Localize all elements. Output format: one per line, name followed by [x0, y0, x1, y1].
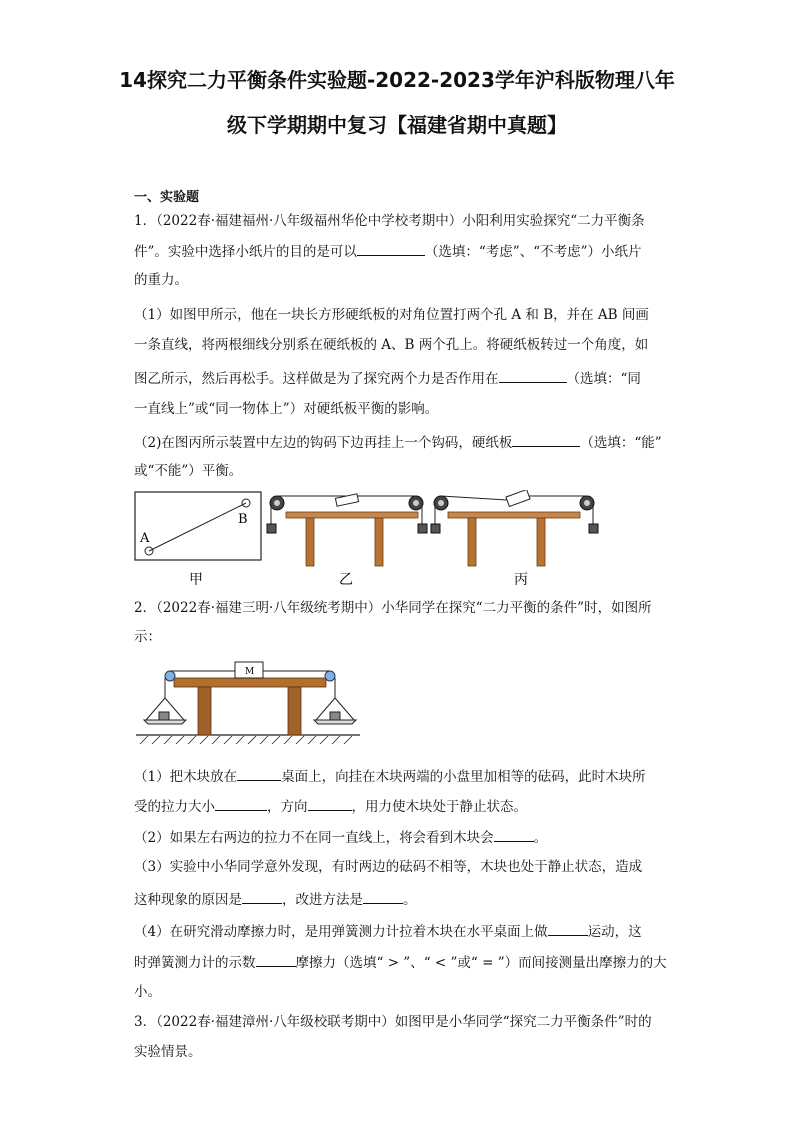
q2-text: 运动，这 — [587, 924, 642, 940]
caption-bing: 丙 — [514, 572, 528, 588]
q2-part2-line — [134, 827, 547, 847]
label-b: B — [238, 512, 248, 527]
q2-text: （2）如果左右两边的拉力不在同一直线上，将会看到木块会 — [134, 830, 494, 846]
q2-text: 受的拉力大小 — [134, 799, 215, 815]
q1-text: （2)在图丙所示装置中左边的钩码下边再挂上一个钩码，硬纸板 — [134, 435, 513, 451]
q2-part3-line-2 — [134, 889, 417, 909]
answer-blank[interactable] — [242, 889, 282, 904]
q1-part1-line-3 — [134, 368, 641, 388]
label-a: A — [140, 531, 150, 546]
q2-figure — [134, 658, 364, 748]
q2-text: （4）在研究滑动摩擦力时，是用弹簧测力计拉着木块在水平桌面上做 — [134, 924, 548, 940]
answer-blank[interactable] — [215, 796, 267, 811]
q3-line-2: 实验情景。 — [134, 1044, 202, 1060]
q2-part1-line-2 — [134, 796, 527, 816]
caption-yi: 乙 — [339, 572, 353, 588]
doc-title-line-2: 级下学期期中复习【福建省期中真题】 — [227, 113, 567, 137]
q1-line-3: 的重力。 — [134, 272, 188, 288]
q2-part4-line-1 — [134, 921, 642, 941]
q2-text: 桌面上，向挂在木块两端的小盘里加相等的砝码，此时木块所 — [281, 769, 646, 785]
q1-part2-line-1 — [134, 432, 662, 452]
q2-part4-line-3: 小。 — [134, 984, 161, 1000]
q2-line-1: 2．（2022春·福建三明·八年级统考期中）小华同学在探究“二力平衡的条件”时，如图所 — [134, 600, 652, 616]
answer-blank[interactable] — [494, 827, 534, 842]
answer-blank[interactable] — [357, 241, 425, 256]
answer-blank[interactable] — [237, 766, 281, 781]
q1-text: 件”。实验中选择小纸片的目的是可以 — [134, 244, 357, 260]
q2-text: ，方向 — [267, 799, 308, 815]
q2-part3-line-1: （3）实验中小华同学意外发现，有时两边的砝码不相等，木块也处于静止状态，造成 — [134, 859, 643, 875]
caption-jia: 甲 — [189, 572, 203, 588]
answer-blank[interactable] — [548, 921, 588, 936]
answer-blank[interactable] — [512, 432, 580, 447]
q1-text: （选填：“能” — [580, 435, 662, 451]
q3-line-1: 3．（2022春·福建漳州·八年级校联考期中）如图甲是小华同学“探究二力平衡条件”时的 — [134, 1014, 652, 1030]
q1-figure — [134, 490, 634, 590]
doc-title-line-1: 14探究二力平衡条件实验题-2022-2023学年沪科版物理八年 — [119, 68, 675, 92]
q2-text: （1）把木块放在 — [134, 769, 238, 785]
section-heading: 一、实验题 — [134, 190, 200, 205]
q1-text: 图乙所示，然后再松手。这样做是为了探究两个力是否作用在 — [134, 371, 499, 387]
q2-text: 时弹簧测力计的示数 — [134, 955, 256, 971]
q2-part4-line-2 — [134, 952, 667, 972]
q2-text: 。 — [533, 830, 548, 846]
q2-line-2: 示： — [134, 629, 161, 645]
q2-text: ，改进方法是 — [282, 892, 363, 908]
answer-blank[interactable] — [499, 368, 567, 383]
q2-text: ，用力使木块处于静止状态。 — [351, 799, 527, 815]
q1-part1-line-1: （1）如图甲所示，他在一块长方形硬纸板的对角位置打两个孔 A 和 B，并在 AB 间画 — [134, 307, 649, 323]
answer-blank[interactable] — [363, 889, 403, 904]
answer-blank[interactable] — [256, 952, 296, 967]
figure-bing-table — [431, 490, 598, 566]
q1-part1-line-4: 一直线上”或“同一物体上”）对硬纸板平衡的影响。 — [134, 401, 439, 417]
figure-yi-table — [267, 494, 427, 566]
q1-line-1: 1．（2022春·福建福州·八年级福州华伦中学校考期中）小阳利用实验探究“二力平衡条 — [134, 213, 645, 229]
q1-part1-line-2: 一条直线，将两根细线分别系在硬纸板的 A、B 两个孔上。将硬纸板转过一个角度，如 — [134, 337, 649, 353]
q2-text: 。 — [403, 892, 417, 908]
q2-text: 这种现象的原因是 — [134, 892, 242, 908]
q2-text: 摩擦力（选填“ > ”、“ < ”或“ = ”）而间接测量出摩擦力的大 — [295, 955, 667, 971]
q1-text: （选填：“同 — [566, 371, 641, 387]
answer-blank[interactable] — [308, 796, 352, 811]
q1-part2-line-2: 或“不能”）平衡。 — [134, 463, 243, 479]
q1-text: （选填：“考虑”、“不考虑”）小纸片 — [424, 244, 642, 260]
q1-line-2 — [134, 241, 642, 261]
q2-part1-line-1 — [134, 766, 646, 786]
label-m: M — [245, 667, 255, 677]
figure-jia-cardboard — [135, 492, 261, 560]
